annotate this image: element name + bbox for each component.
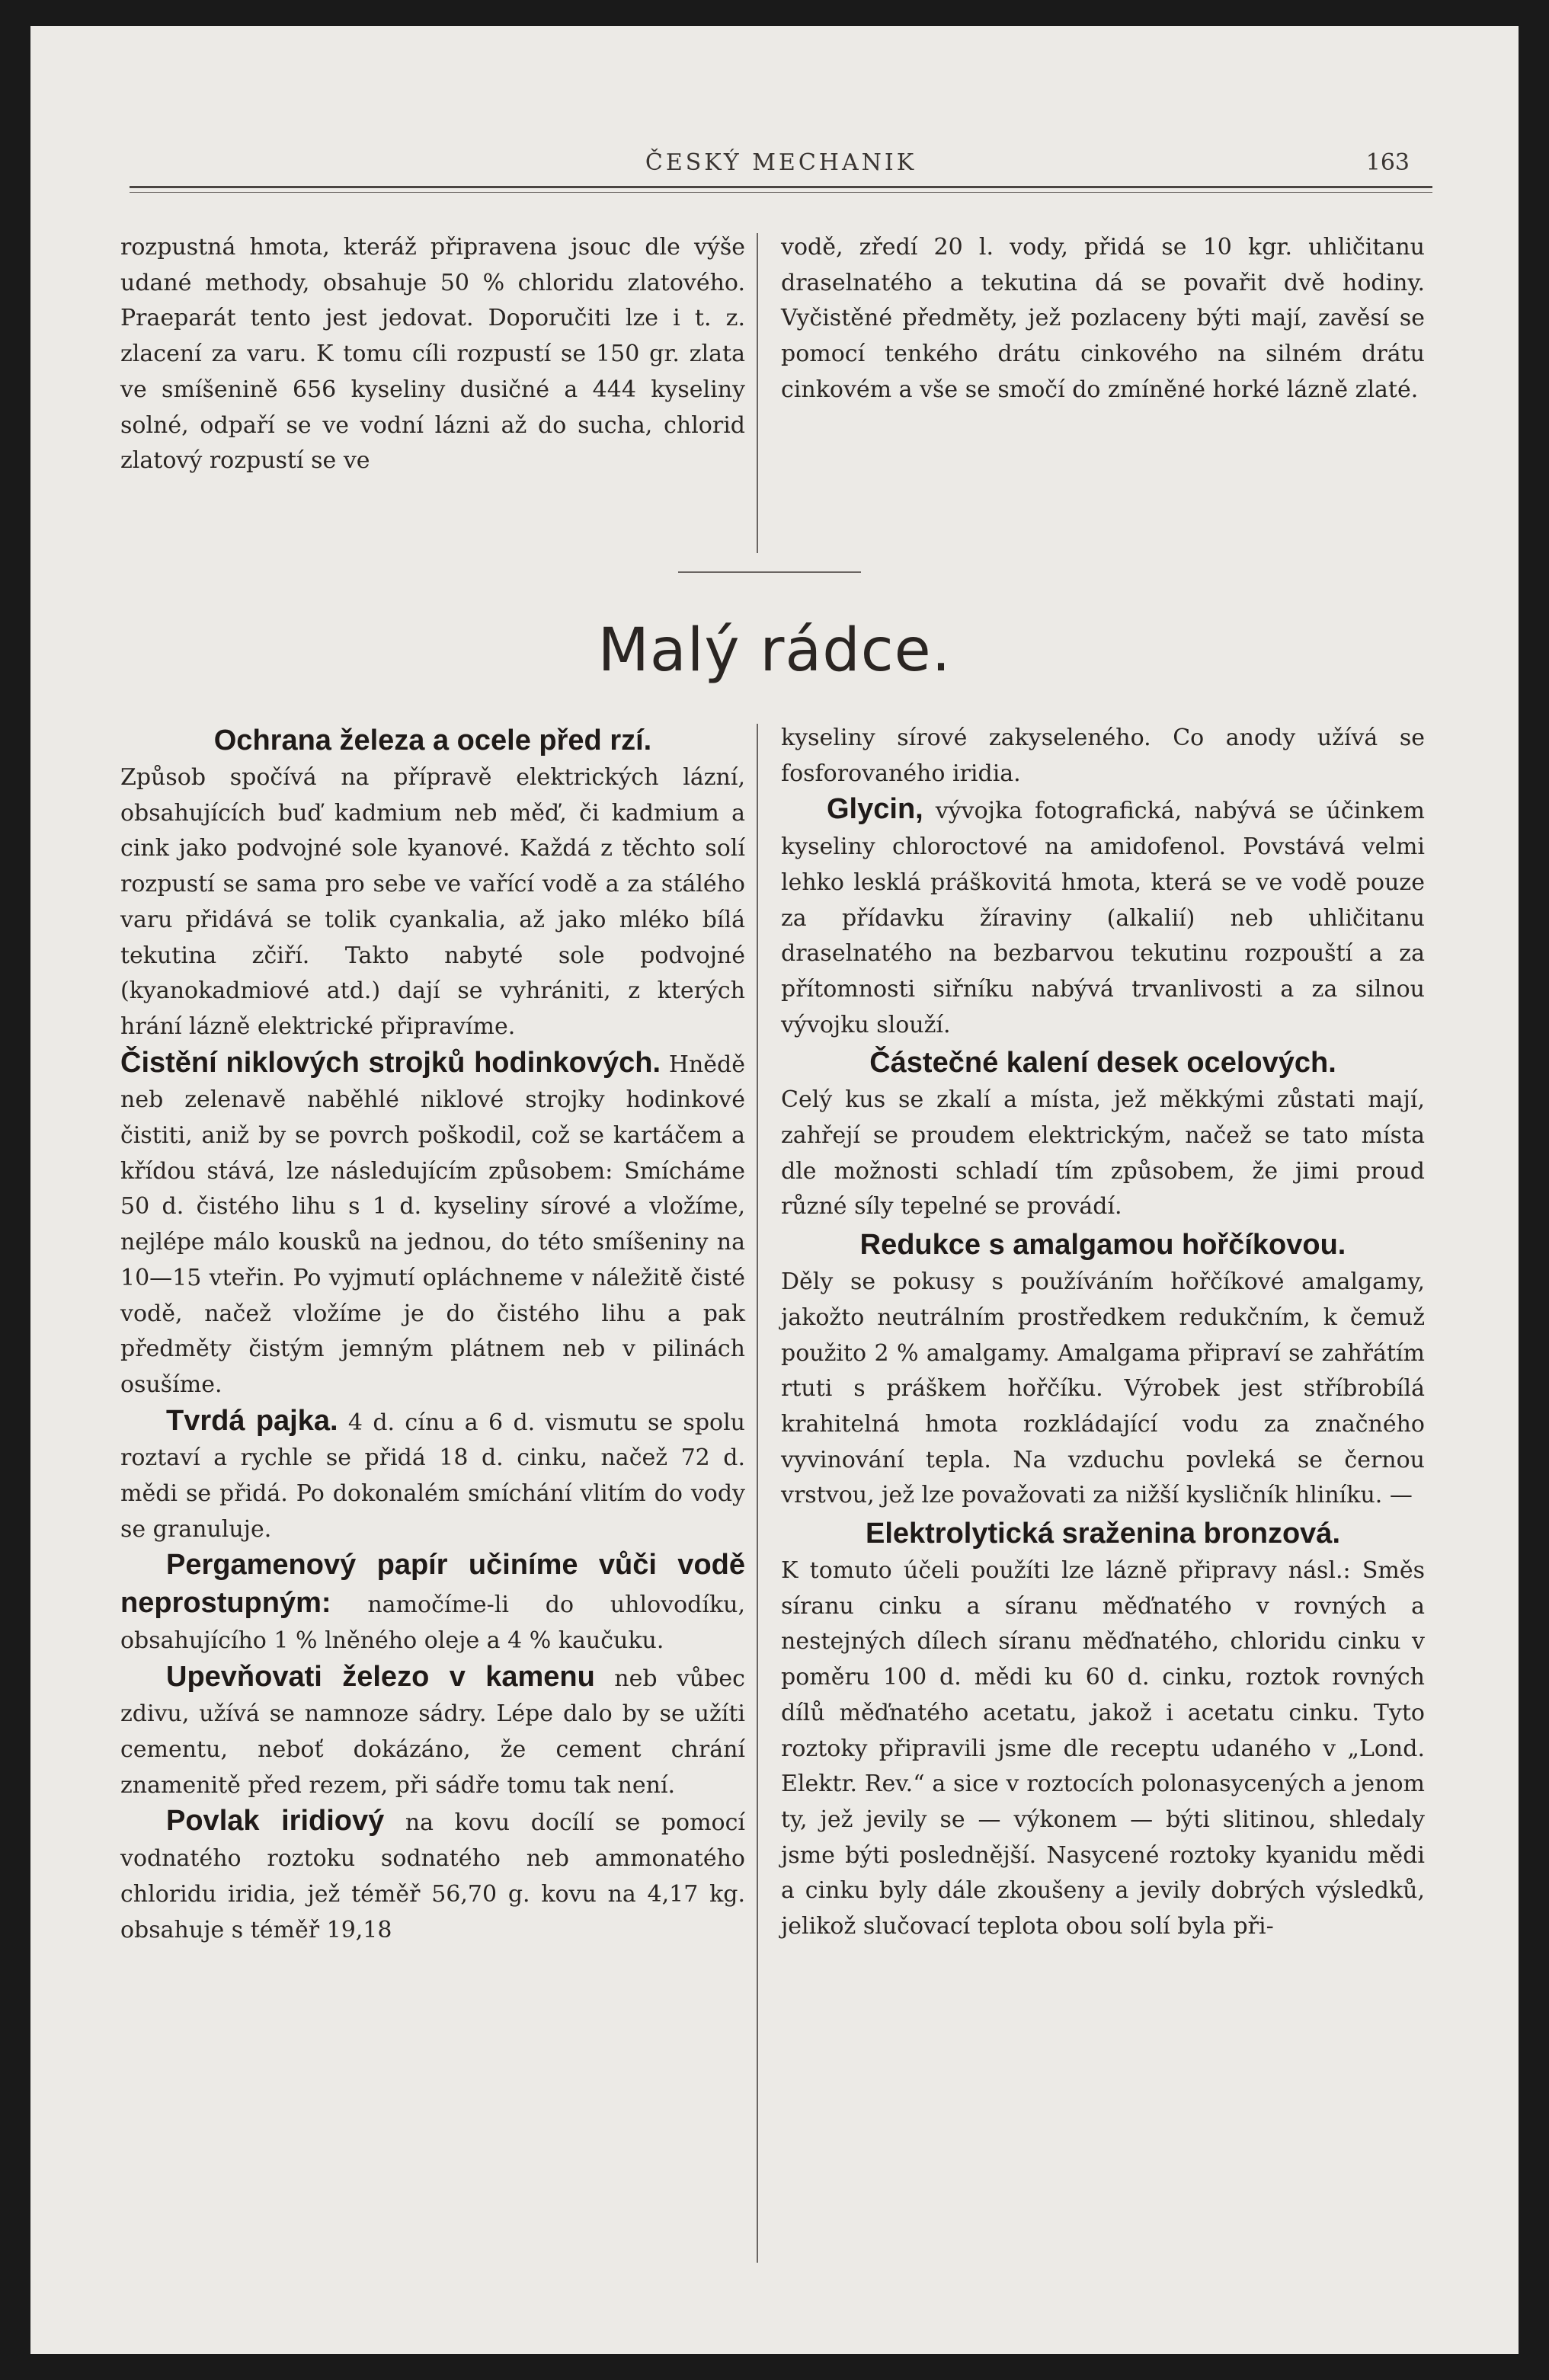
top-article-left-column bbox=[120, 230, 745, 479]
entry-cisteni bbox=[120, 1045, 745, 1403]
entry-title-castecne: Částečné kalení desek ocelových. bbox=[869, 1047, 1336, 1080]
entry-text-upevnovati: neb vůbec zdivu, užívá se namnoze sádry. Lépe dalo by se užíti cementu, neboť dokázáno, že cement chrání znamenitě před rezem, při sádře tomu tak není. bbox=[120, 1665, 745, 1799]
top-article-right-column bbox=[781, 230, 1425, 408]
left-column bbox=[120, 721, 745, 1948]
entry-upevnovati bbox=[120, 1659, 745, 1804]
entry-title-glycin: Glycin, bbox=[827, 793, 923, 826]
top-article-left-text: rozpustná hmota, kteráž připravena jsouc dle výše udané methody, obsahuje 50 % chloridu zlatového. Praeparát tento jest jedovat. Doporučiti lze i t. z. zlacení za varu. K tomu cíli rozpustí se 150 gr. zlata ve smíšenině 656 kyseliny dusičné a 444 kyseliny solné, odpaří se ve vodní lázni až do sucha, chlorid zlatový rozpustí se ve bbox=[120, 234, 745, 475]
header-rule-thin bbox=[130, 192, 1432, 193]
entry-text-elektro: K tomuto účeli použíti lze lázně připravy násl.: Směs síranu cinku a síranu měďnatého v rovných a nestejných dílech síranu měďnatého, chloridu cinku v poměru 100 d. mědi ku 60 d. cinku, roztok rovných dílů měďnatého acetatu, jakož i acetatu cinku. Tyto roztoky připravili jsme dle receptu udaného v „Lond. Elektr. Rev.“ a sice v roztocích polonasycených a jenom ty, jež jevily se — výkonem — býti slitinou, shledaly jsme býti poslednější. Nasycené roztoky kyanidu mědi a cinku byly dále zkoušeny a jevily dobrých výsledků, jelikož slučovací teplota obou solí byla při- bbox=[781, 1557, 1425, 1940]
header-rule bbox=[130, 186, 1432, 188]
journal-title: ČESKÝ MECHANIK bbox=[645, 149, 917, 176]
entry-title-elektro: Elektrolytická sraženina bronzová. bbox=[865, 1518, 1340, 1550]
entry-text-povlak-cont: kyseliny sírové zakyseleného. Co anody užívá se fosforovaného iridia. bbox=[781, 725, 1425, 787]
entry-text-povlak: na kovu docílí se pomocí vodnatého roztoku sodnatého neb ammonatého chloridu iridia, jež téměř 56,70 g. kovu na 4,17 kg. obsahuje s téměř 19,18 bbox=[120, 1809, 745, 1943]
entry-povlak bbox=[120, 1803, 745, 1948]
entry-text-pergamen: namočíme-li do uhlovodíku, obsahujícího 1 % lněného oleje a 4 % kaučuku. bbox=[120, 1591, 745, 1654]
entry-text-ochrana: Způsob spočívá na přípravě elektrických lázní, obsahujících buď kadmium neb měď, či kadmium a cink jako podvojné sole kyanové. Každá z těchto solí rozpustí se sama pro sebe ve vařící vodě a za stálého varu přidává se tolik cyankalia, až jako mléko bílá tekutina zčiří. Takto nabyté sole podvojné (kyanokadmiové atd.) dají se vyhrániti, z kterých hrání lázně elektrické připravíme. bbox=[120, 764, 745, 1040]
right-column bbox=[781, 721, 1425, 1945]
entry-title-upevnovati: Upevňovati železo v kamenu bbox=[166, 1660, 595, 1693]
column-divider bbox=[757, 724, 758, 2263]
entry-title-redukce: Redukce s amalgamou hořčíkovou. bbox=[859, 1229, 1346, 1262]
top-article-right-text: vodě, zředí 20 l. vody, přidá se 10 kgr. uhličitanu draselnatého a tekutina dá se povařit dvě hodiny. Vyčistěné předměty, jež pozlaceny býti mají, zavěsí se pomocí tenkého drátu cinkového na silném drátu cinkovém a vše se smočí do zmíněné horké lázně zlaté. bbox=[781, 234, 1425, 403]
entry-tvrda bbox=[120, 1403, 745, 1548]
entry-title-pergamen: Pergamenový papír učiníme vůči vodě neprostupným: bbox=[120, 1549, 745, 1620]
entry-text-redukce: Děly se pokusy s používáním hořčíkové amalgamy, jakožto neutrálním prostředkem redukčním, k čemuž použito 2 % amalgamy. Amalgama připraví se zahřátím rtuti s práškem hořčíku. Výrobek jest stříbrobílá krahitelná hmota rozkládající vodu za značného vyvinování tepla. Na vzduchu povleká se černou vrstvou, jež lze považovati za nižší kysličník hliníku. — bbox=[781, 1268, 1425, 1509]
section-heading: Malý rádce. bbox=[597, 616, 952, 685]
entry-text-glycin: vývojka fotografická, nabývá se účinkem kyseliny chloroctové na amidofenol. Povstává velmi lehko lesklá práškovitá hmota, která se ve vodě pouze za přídavku žíraviny (alkalií) neb uhličitanu draselnatého na bezbarvou tekutinu rozpouští a za přítomnosti siřníku nabývá trvanlivosti a za silnou vývojku slouží. bbox=[781, 798, 1425, 1038]
entry-title-ochrana: Ochrana železa a ocele před rzí. bbox=[213, 725, 652, 757]
page-header bbox=[130, 148, 1432, 201]
entry-text-tvrda: 4 d. cínu a 6 d. vismutu se spolu roztaví a rychle se přidá 18 d. cinku, načež 72 d. mědi se přidá. Po dokonalém smíchání vlitím do vody se granuluje. bbox=[120, 1409, 746, 1543]
entry-glycin bbox=[781, 792, 1425, 1043]
page-number: 163 bbox=[1365, 149, 1410, 176]
entry-title-povlak: Povlak iridiový bbox=[166, 1805, 385, 1838]
column-divider-top bbox=[757, 233, 758, 553]
section-separator bbox=[678, 571, 861, 573]
entry-pergamen bbox=[120, 1547, 745, 1659]
entry-title-tvrda: Tvrdá pajka. bbox=[166, 1404, 338, 1437]
entry-text-castecne: Celý kus se zkalí a místa, jež měkkými zůstati mají, zahřejí se proudem elektrickým, načež se tato místa dle možnosti schladí tím způsobem, že jimi proud různé síly tepelné se provádí. bbox=[781, 1086, 1425, 1220]
entry-title-cisteni: Čistění niklových strojků hodinkových. bbox=[120, 1046, 661, 1079]
entry-text-cisteni: Hnědě neb zelenavě naběhlé niklové strojky hodinkové čistiti, aniž by se povrch poškodil, což se kartáčem a křídou stává, lze následujícím způsobem: Smícháme 50 d. čistého lihu s 1 d. kyseliny sírové a vložíme, nejlépe málo kousků na jednou, do této smíšeniny na 10—15 vteřin. Po vyjmutí opláchneme v náležitě čisté vodě, načež vložíme je do čistého lihu a pak předměty čistým jemným plátnem neb v pilinách osušíme. bbox=[120, 1051, 746, 1398]
page bbox=[30, 26, 1519, 2354]
